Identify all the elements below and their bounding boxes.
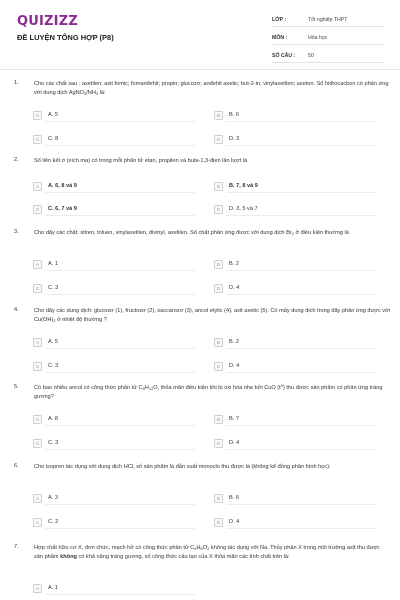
option-letter-box: C [33, 135, 42, 144]
meta-value: 50 [308, 52, 314, 59]
option-c[interactable] [33, 360, 58, 372]
option-d[interactable] [214, 282, 239, 294]
option-c[interactable] [33, 133, 58, 145]
option-underline [226, 348, 376, 349]
option-letter-box: A [33, 415, 42, 424]
option-a[interactable] [33, 582, 58, 594]
question-text: Cho dãy các chất: stiren, toluen, vinylaxetilen, divinyl, axetilen. Số chất phản ứng được với dung dịch $Br_2$ ở điều kiện thường là [34, 230, 349, 236]
option-underline [226, 192, 376, 193]
option-letter-box: C [33, 362, 42, 371]
option-letter-box: B [214, 260, 223, 269]
option-underline [226, 449, 376, 450]
meta-row-class [272, 13, 384, 27]
option-underline [45, 504, 195, 505]
option-a[interactable] [33, 492, 58, 504]
question-text: Số liên kết σ (xích ma) có trong mỗi phân tử etan, propilen và buta-1,3-đien lần lượt là [34, 158, 248, 164]
option-letter-box: B [214, 182, 223, 191]
option-underline [226, 425, 376, 426]
option-c[interactable] [33, 203, 77, 215]
meta-row-count [272, 49, 384, 63]
option-underline [45, 121, 195, 122]
option-b[interactable] [214, 258, 239, 270]
option-letter-box: D [214, 518, 223, 527]
option-letter-box: B [214, 111, 223, 120]
option-letter-box: A [33, 111, 42, 120]
question-number: 4. [14, 307, 19, 313]
option-text: C. 2 [48, 519, 59, 525]
option-a[interactable] [33, 413, 58, 425]
option-text: A. 5 [48, 339, 58, 345]
meta-value: Tốt nghiệp THPT [308, 16, 348, 23]
meta-value: Hóa học [308, 34, 328, 41]
option-letter-box: C [33, 205, 42, 214]
option-underline [226, 270, 376, 271]
option-underline [226, 121, 376, 122]
option-d[interactable] [214, 203, 258, 215]
option-underline [226, 504, 376, 505]
option-text: B. 6 [229, 495, 239, 501]
option-letter-box: B [214, 415, 223, 424]
option-letter-box: C [33, 284, 42, 293]
question-number: 1. [14, 80, 19, 86]
option-underline [45, 425, 195, 426]
meta-info [272, 13, 384, 67]
option-text: D. 4 [229, 440, 240, 446]
question-number: 6. [14, 463, 19, 469]
meta-label: MÔN : [272, 34, 288, 41]
meta-label: SỐ CÂU : [272, 52, 296, 59]
option-underline [226, 215, 376, 216]
option-text: A. 1 [48, 261, 58, 267]
option-c[interactable] [33, 437, 58, 449]
option-letter-box: D [214, 439, 223, 448]
option-underline [226, 294, 376, 295]
question-number: 7. [14, 544, 19, 550]
option-text: C. 8 [48, 136, 59, 142]
option-text: B. 7, 8 và 9 [229, 183, 258, 189]
option-text: C. 3 [48, 285, 59, 291]
option-letter-box: D [214, 362, 223, 371]
option-c[interactable] [33, 282, 58, 294]
option-text: D. 4 [229, 285, 240, 291]
option-text: D. 4 [229, 363, 240, 369]
option-underline [226, 145, 376, 146]
option-text: A. 3 [48, 495, 58, 501]
meta-label: LỚP : [272, 16, 287, 23]
option-a[interactable] [33, 109, 58, 121]
option-letter-box: C [33, 439, 42, 448]
question-text: Hợp chất hữu cơ X, đơn chức, mạch hở có công thức phân tử $C_4H_8O_2$ không tác dụng với Na. Thủy phân X trong môi trường axit thu được sản phẩm không có khả năng tráng gương, số công thức cấu tạo của X thỏa mãn các tính chất trên là: [34, 545, 380, 560]
question-number: 5. [14, 384, 19, 390]
option-text: A. 1 [48, 585, 58, 591]
option-text: C. 3 [48, 440, 59, 446]
document-title: ĐỀ LUYỆN TỔNG HỢP (P8) [17, 33, 114, 42]
question-number: 2. [14, 157, 19, 163]
option-text: D. 3 [229, 136, 240, 142]
option-d[interactable] [214, 516, 239, 528]
option-underline [45, 145, 195, 146]
option-letter-box: D [214, 205, 223, 214]
option-underline [45, 348, 195, 349]
meta-row-subject [272, 31, 384, 45]
option-text: C. 6, 7 và 9 [48, 206, 77, 212]
option-a[interactable] [33, 336, 58, 348]
option-b[interactable] [214, 180, 258, 192]
option-text: B. 7 [229, 416, 239, 422]
question-text: Cho isopren tác dụng với dung dịch HCl, số sản phẩm là dẫn xuất monoclo thu được là (không kể đồng phân hình học): [34, 464, 331, 470]
option-underline [45, 192, 195, 193]
option-letter-box: D [214, 284, 223, 293]
option-letter-box: D [214, 135, 223, 144]
page-header [0, 0, 400, 70]
quizizz-logo: QUIZIZZ [17, 14, 78, 29]
option-a[interactable] [33, 180, 77, 192]
option-text: D. 3, 5 và 7 [229, 206, 258, 212]
question-text: Cho dãy các dung dịch: glucozơ (1), fructozơ (2), saccarozơ (3), ancol etylic (4), axit axetic (5). Có mấy dung dịch trong dãy phản ứng được với $Cu(OH)_2$ ở nhiệt độ thường ? [34, 308, 391, 323]
option-underline [226, 372, 376, 373]
option-b[interactable] [214, 109, 239, 121]
option-a[interactable] [33, 258, 58, 270]
option-text: B. 6 [229, 112, 239, 118]
option-text: A. 8 [48, 416, 58, 422]
option-text: A. 5 [48, 112, 58, 118]
option-underline [45, 528, 195, 529]
option-underline [45, 449, 195, 450]
option-letter-box: B [214, 338, 223, 347]
option-b[interactable] [214, 413, 239, 425]
option-letter-box: A [33, 338, 42, 347]
option-d[interactable] [214, 133, 239, 145]
option-text: B. 2 [229, 261, 239, 267]
option-letter-box: A [33, 584, 42, 593]
question-number: 3. [14, 229, 19, 235]
option-underline [45, 594, 195, 595]
option-text: B. 2 [229, 339, 239, 345]
option-b[interactable] [214, 336, 239, 348]
question-text: Có bao nhiêu ancol có công thức phân tử $C_5H_{12}O$, thỏa mãn điều kiện khi bị oxi hóa nhẹ bởi CuO $(t^0)$ thu được sản phẩm có phản ứng tráng gương? [34, 383, 383, 400]
option-letter-box: B [214, 494, 223, 503]
header-divider [0, 69, 400, 70]
option-d[interactable] [214, 360, 239, 372]
option-text: D. 4 [229, 519, 240, 525]
option-b[interactable] [214, 492, 239, 504]
option-d[interactable] [214, 437, 239, 449]
option-text: C. 3 [48, 363, 59, 369]
option-text: A. 6, 8 và 9 [48, 183, 77, 189]
option-underline [45, 294, 195, 295]
option-underline [45, 372, 195, 373]
option-underline [226, 528, 376, 529]
option-letter-box: A [33, 494, 42, 503]
option-letter-box: C [33, 518, 42, 527]
option-underline [45, 270, 195, 271]
option-c[interactable] [33, 516, 58, 528]
option-underline [45, 215, 195, 216]
option-letter-box: A [33, 260, 42, 269]
option-letter-box: A [33, 182, 42, 191]
question-text: Cho các chất sau : axetilen; axit fomic; fomanđehit; propin; glucozơ; anđehit axetic; but-2-in; vinylaxetilen; axeton. Số hiđrocacbon có phản ứng với dung dịch $AgNO_3/NH_3$ là: [34, 81, 389, 96]
